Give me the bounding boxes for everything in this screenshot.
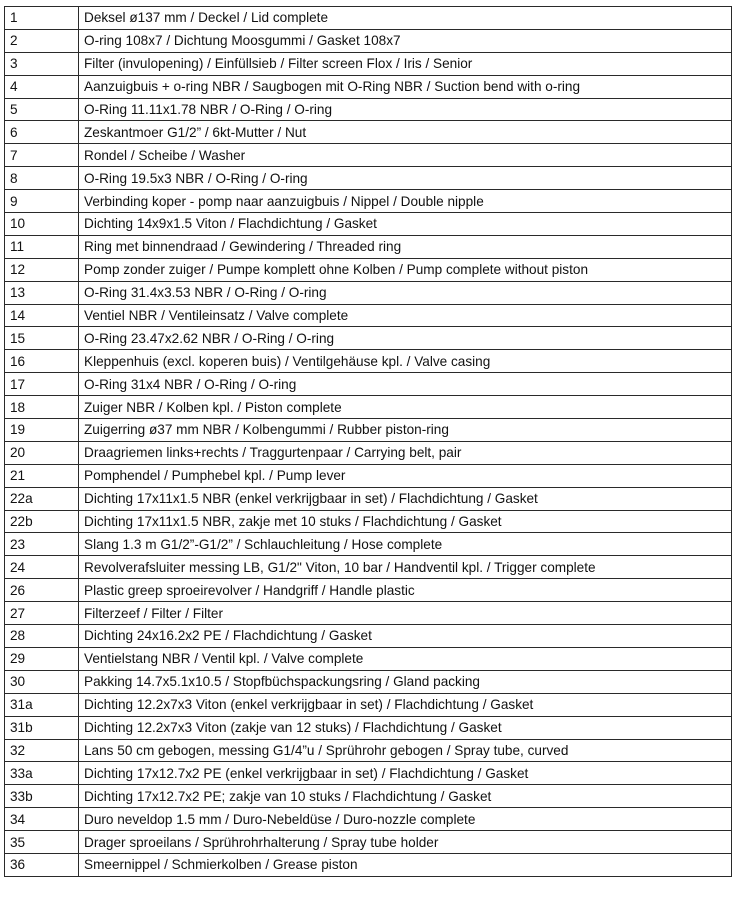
part-number-cell: 6 <box>5 121 79 144</box>
table-row <box>5 785 732 808</box>
part-number-cell: 9 <box>5 190 79 213</box>
part-description-cell: Filterzeef / Filter / Filter <box>79 602 732 625</box>
table-row <box>5 487 732 510</box>
part-description-cell: Filter (invulopening) / Einfüllsieb / Filter screen Flox / Iris / Senior <box>79 52 732 75</box>
part-description-cell: Dichting 12.2x7x3 Viton (enkel verkrijgbaar in set) / Flachdichtung / Gasket <box>79 693 732 716</box>
table-row <box>5 853 732 876</box>
table-row <box>5 213 732 236</box>
part-number-cell: 12 <box>5 258 79 281</box>
part-description-cell: Slang 1.3 m G1/2”-G1/2” / Schlauchleitung / Hose complete <box>79 533 732 556</box>
part-description-cell: Ring met binnendraad / Gewindering / Threaded ring <box>79 235 732 258</box>
part-number-cell: 31a <box>5 693 79 716</box>
part-description-cell: Pomphendel / Pumphebel kpl. / Pump lever <box>79 464 732 487</box>
part-number-cell: 18 <box>5 396 79 419</box>
part-number-cell: 36 <box>5 853 79 876</box>
table-row <box>5 579 732 602</box>
part-description-cell: Drager sproeilans / Sprührohrhalterung / Spray tube holder <box>79 831 732 854</box>
part-number-cell: 26 <box>5 579 79 602</box>
part-description-cell: Dichting 17x11x1.5 NBR, zakje met 10 stuks / Flachdichtung / Gasket <box>79 510 732 533</box>
part-number-cell: 31b <box>5 716 79 739</box>
part-number-cell: 5 <box>5 98 79 121</box>
part-number-cell: 1 <box>5 7 79 30</box>
part-number-cell: 21 <box>5 464 79 487</box>
table-row <box>5 693 732 716</box>
table-row <box>5 556 732 579</box>
parts-table-body <box>5 7 732 877</box>
table-row <box>5 98 732 121</box>
table-row <box>5 647 732 670</box>
part-description-cell: Smeernippel / Schmierkolben / Grease piston <box>79 853 732 876</box>
part-number-cell: 11 <box>5 235 79 258</box>
part-description-cell: Ventielstang NBR / Ventil kpl. / Valve complete <box>79 647 732 670</box>
part-description-cell: Dichting 24x16.2x2 PE / Flachdichtung / Gasket <box>79 625 732 648</box>
part-description-cell: Zeskantmoer G1/2” / 6kt-Mutter / Nut <box>79 121 732 144</box>
table-row <box>5 281 732 304</box>
table-row <box>5 739 732 762</box>
part-number-cell: 3 <box>5 52 79 75</box>
part-number-cell: 24 <box>5 556 79 579</box>
part-description-cell: Revolverafsluiter messing LB, G1/2" Viton, 10 bar / Handventil kpl. / Trigger complete <box>79 556 732 579</box>
table-row <box>5 121 732 144</box>
part-number-cell: 34 <box>5 808 79 831</box>
part-description-cell: Draagriemen links+rechts / Traggurtenpaar / Carrying belt, pair <box>79 441 732 464</box>
parts-table <box>4 6 732 877</box>
table-row <box>5 625 732 648</box>
part-description-cell: Plastic greep sproeirevolver / Handgriff / Handle plastic <box>79 579 732 602</box>
part-number-cell: 20 <box>5 441 79 464</box>
table-row <box>5 716 732 739</box>
part-description-cell: O-ring 108x7 / Dichtung Moosgummi / Gasket 108x7 <box>79 29 732 52</box>
table-row <box>5 396 732 419</box>
part-number-cell: 35 <box>5 831 79 854</box>
part-number-cell: 33b <box>5 785 79 808</box>
part-number-cell: 14 <box>5 304 79 327</box>
table-row <box>5 602 732 625</box>
part-number-cell: 30 <box>5 670 79 693</box>
part-description-cell: Dichting 17x12.7x2 PE; zakje van 10 stuks / Flachdichtung / Gasket <box>79 785 732 808</box>
part-description-cell: O-Ring 23.47x2.62 NBR / O-Ring / O-ring <box>79 327 732 350</box>
table-row <box>5 29 732 52</box>
table-row <box>5 419 732 442</box>
part-number-cell: 2 <box>5 29 79 52</box>
table-row <box>5 831 732 854</box>
part-number-cell: 17 <box>5 373 79 396</box>
part-description-cell: Pomp zonder zuiger / Pumpe komplett ohne Kolben / Pump complete without piston <box>79 258 732 281</box>
table-row <box>5 808 732 831</box>
part-description-cell: Lans 50 cm gebogen, messing G1/4”u / Sprührohr gebogen / Spray tube, curved <box>79 739 732 762</box>
part-description-cell: Pakking 14.7x5.1x10.5 / Stopfbüchspackungsring / Gland packing <box>79 670 732 693</box>
table-row <box>5 350 732 373</box>
table-row <box>5 258 732 281</box>
table-row <box>5 762 732 785</box>
part-description-cell: Aanzuigbuis + o-ring NBR / Saugbogen mit O-Ring NBR / Suction bend with o-ring <box>79 75 732 98</box>
table-row <box>5 441 732 464</box>
part-number-cell: 27 <box>5 602 79 625</box>
table-row <box>5 190 732 213</box>
part-description-cell: O-Ring 11.11x1.78 NBR / O-Ring / O-ring <box>79 98 732 121</box>
part-number-cell: 28 <box>5 625 79 648</box>
part-description-cell: Zuigerring ø37 mm NBR / Kolbengummi / Rubber piston-ring <box>79 419 732 442</box>
part-description-cell: Dichting 12.2x7x3 Viton (zakje van 12 stuks) / Flachdichtung / Gasket <box>79 716 732 739</box>
part-description-cell: Kleppenhuis (excl. koperen buis) / Ventilgehäuse kpl. / Valve casing <box>79 350 732 373</box>
part-number-cell: 19 <box>5 419 79 442</box>
parts-list-sheet <box>4 6 731 877</box>
part-number-cell: 23 <box>5 533 79 556</box>
table-row <box>5 167 732 190</box>
part-description-cell: O-Ring 31.4x3.53 NBR / O-Ring / O-ring <box>79 281 732 304</box>
part-description-cell: Dichting 17x11x1.5 NBR (enkel verkrijgbaar in set) / Flachdichtung / Gasket <box>79 487 732 510</box>
part-number-cell: 15 <box>5 327 79 350</box>
part-number-cell: 16 <box>5 350 79 373</box>
part-description-cell: Duro neveldop 1.5 mm / Duro-Nebeldüse / Duro-nozzle complete <box>79 808 732 831</box>
part-description-cell: Verbinding koper - pomp naar aanzuigbuis / Nippel / Double nipple <box>79 190 732 213</box>
table-row <box>5 510 732 533</box>
part-description-cell: Dichting 17x12.7x2 PE (enkel verkrijgbaar in set) / Flachdichtung / Gasket <box>79 762 732 785</box>
table-row <box>5 7 732 30</box>
table-row <box>5 144 732 167</box>
table-row <box>5 670 732 693</box>
table-row <box>5 75 732 98</box>
part-description-cell: O-Ring 19.5x3 NBR / O-Ring / O-ring <box>79 167 732 190</box>
part-description-cell: Dichting 14x9x1.5 Viton / Flachdichtung / Gasket <box>79 213 732 236</box>
part-number-cell: 33a <box>5 762 79 785</box>
part-number-cell: 22a <box>5 487 79 510</box>
part-description-cell: Deksel ø137 mm / Deckel / Lid complete <box>79 7 732 30</box>
part-number-cell: 4 <box>5 75 79 98</box>
part-number-cell: 13 <box>5 281 79 304</box>
part-description-cell: Zuiger NBR / Kolben kpl. / Piston complete <box>79 396 732 419</box>
part-number-cell: 22b <box>5 510 79 533</box>
part-description-cell: Ventiel NBR / Ventileinsatz / Valve complete <box>79 304 732 327</box>
table-row <box>5 373 732 396</box>
part-number-cell: 8 <box>5 167 79 190</box>
table-row <box>5 235 732 258</box>
table-row <box>5 533 732 556</box>
part-number-cell: 7 <box>5 144 79 167</box>
table-row <box>5 52 732 75</box>
part-number-cell: 10 <box>5 213 79 236</box>
part-description-cell: Rondel / Scheibe / Washer <box>79 144 732 167</box>
table-row <box>5 464 732 487</box>
table-row <box>5 304 732 327</box>
part-description-cell: O-Ring 31x4 NBR / O-Ring / O-ring <box>79 373 732 396</box>
part-number-cell: 32 <box>5 739 79 762</box>
part-number-cell: 29 <box>5 647 79 670</box>
table-row <box>5 327 732 350</box>
